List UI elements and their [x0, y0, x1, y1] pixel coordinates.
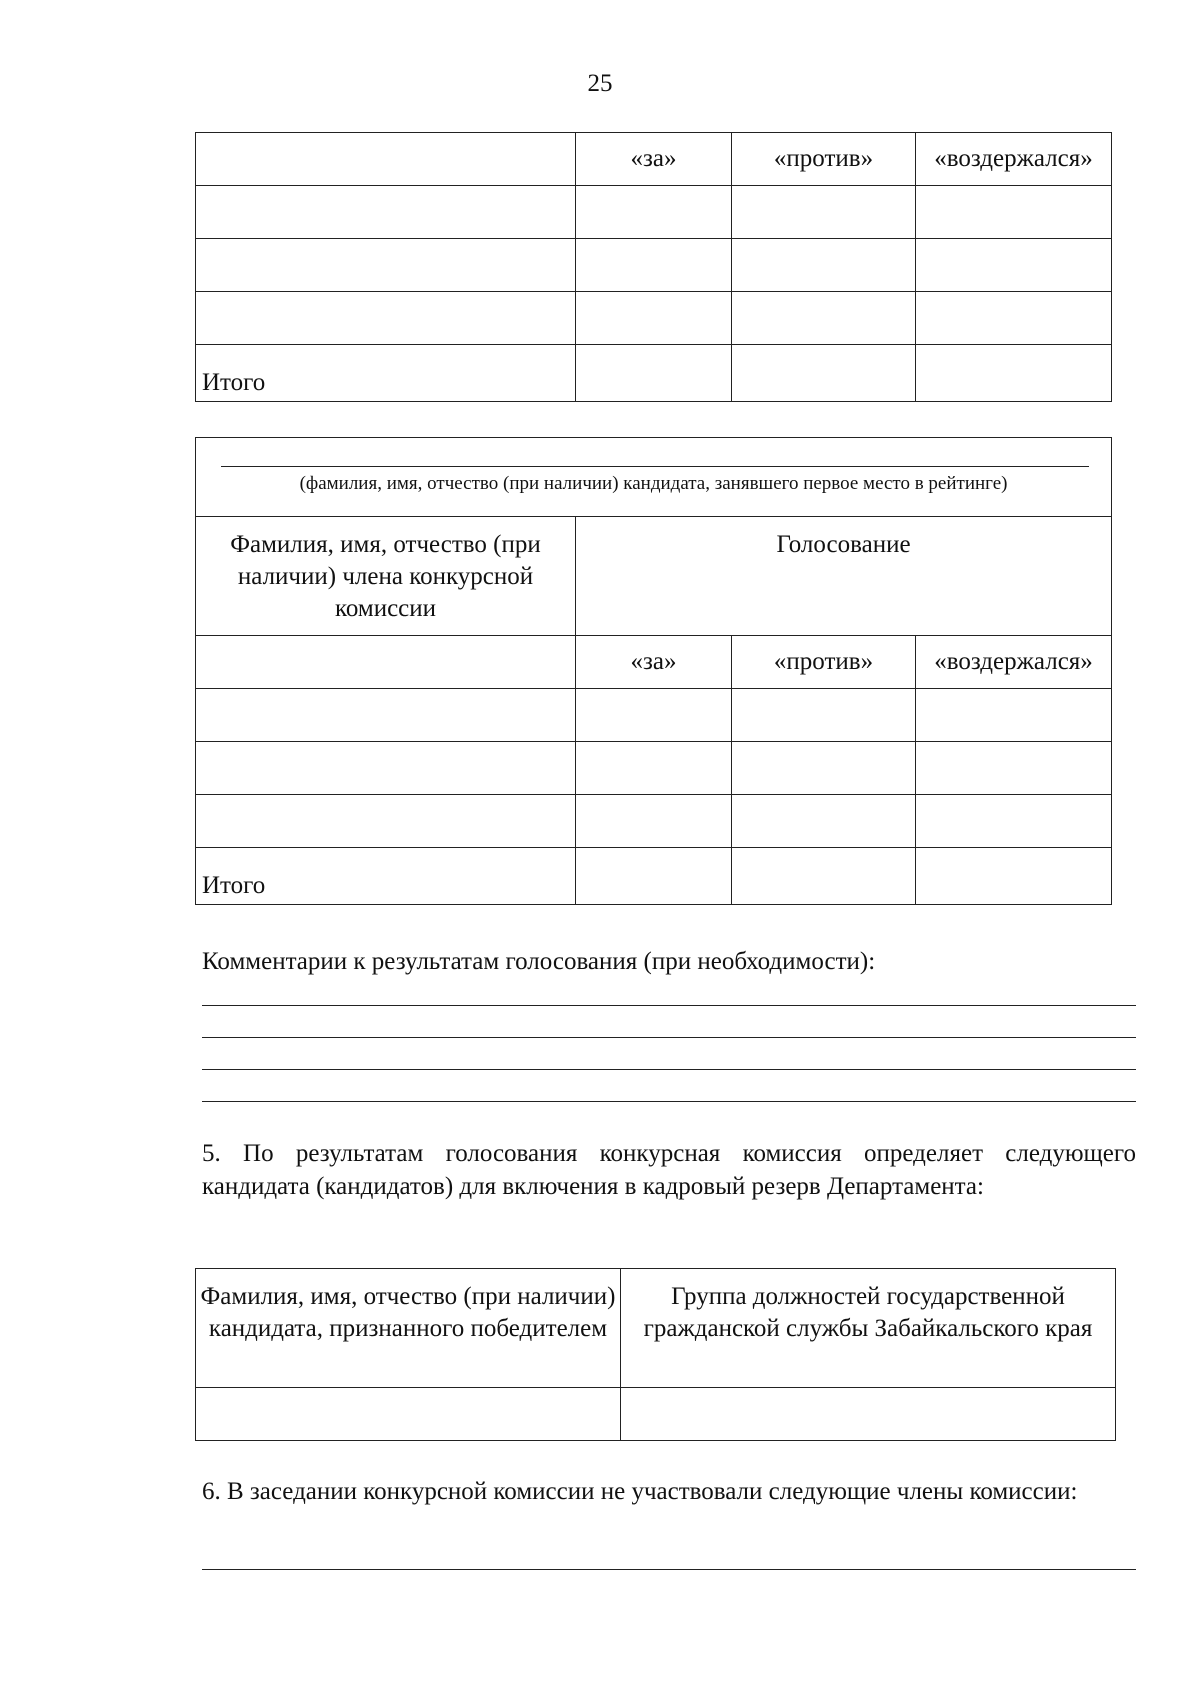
table-cell: [576, 689, 732, 742]
table-row: [196, 438, 1112, 517]
table-cell: [196, 689, 576, 742]
table-cell: [732, 795, 916, 848]
candidate-name-line: [221, 466, 1089, 467]
vote-abstain-header: «воздержался»: [916, 133, 1112, 186]
table-cell: [732, 689, 916, 742]
total-label: Итого: [196, 848, 576, 905]
table-cell: [916, 186, 1112, 239]
table-cell: [576, 292, 732, 345]
table-cell: [576, 795, 732, 848]
table-cell: [196, 636, 576, 689]
comment-line: [202, 1069, 1136, 1070]
winner-name-header: Фамилия, имя, отчество (при наличии) кандидата, признанного победителем: [196, 1269, 621, 1388]
table-cell: [916, 742, 1112, 795]
section-5-text: 5. По результатам голосования конкурсная комиссия определяет следующего кандидата (кандидатов) для включения в кадровый резерв Департамента:: [202, 1140, 1136, 1200]
table-row: [196, 517, 1112, 636]
table-cell: [916, 848, 1112, 905]
table-cell: [732, 239, 916, 292]
table-cell: [916, 345, 1112, 402]
table-row: [196, 689, 1112, 742]
winner-table: [195, 1268, 1116, 1441]
candidate-cell: [196, 438, 1112, 517]
vote-for-header: «за»: [576, 636, 732, 689]
table-cell: [196, 1388, 621, 1441]
page-number: 25: [587, 70, 613, 97]
table-cell: [196, 292, 576, 345]
table-row: [196, 186, 1112, 239]
table-cell: [916, 795, 1112, 848]
table-cell: [916, 689, 1112, 742]
table-row: [196, 292, 1112, 345]
voting-table-2: [195, 437, 1112, 905]
table-cell: [576, 345, 732, 402]
table-row: [196, 345, 1112, 402]
table-row: [196, 133, 1112, 186]
table-cell: [196, 742, 576, 795]
table-cell: [732, 186, 916, 239]
comment-line: [202, 1005, 1136, 1006]
table-cell: [916, 292, 1112, 345]
table-cell: [576, 742, 732, 795]
voting-header: Голосование: [576, 517, 1112, 636]
table-cell: [196, 186, 576, 239]
table-row: [196, 1388, 1116, 1441]
vote-against-header: «против»: [732, 636, 916, 689]
table-row: [196, 742, 1112, 795]
vote-against-header: «против»: [732, 133, 916, 186]
table-cell: [576, 239, 732, 292]
total-label: Итого: [196, 345, 576, 402]
table-row: [196, 1269, 1116, 1388]
table-cell: [576, 848, 732, 905]
table-cell: [732, 345, 916, 402]
comment-line: [202, 1037, 1136, 1038]
voting-table-1: [195, 132, 1112, 402]
table-cell: [732, 742, 916, 795]
table-cell: [576, 186, 732, 239]
section-6-text: 6. В заседании конкурсной комиссии не участвовали следующие члены комиссии:: [202, 1478, 1078, 1505]
table-row: [196, 795, 1112, 848]
table-row: [196, 636, 1112, 689]
table-row: [196, 239, 1112, 292]
table-cell: [732, 292, 916, 345]
vote-for-header: «за»: [576, 133, 732, 186]
position-group-header: Группа должностей государственной гражданской службы Забайкальского края: [621, 1269, 1116, 1388]
vote-abstain-header: «воздержался»: [916, 636, 1112, 689]
table-cell: [621, 1388, 1116, 1441]
table-cell: [196, 795, 576, 848]
table-row: [196, 848, 1112, 905]
table-cell: [916, 239, 1112, 292]
comment-line: [202, 1101, 1136, 1102]
comments-label: Комментарии к результатам голосования (при необходимости):: [202, 948, 876, 975]
absent-members-line: [202, 1569, 1136, 1570]
table-cell: [196, 239, 576, 292]
member-header: Фамилия, имя, отчество (при наличии) члена конкурсной комиссии: [196, 517, 576, 636]
table-cell: [732, 848, 916, 905]
candidate-caption: (фамилия, имя, отчество (при наличии) кандидата, занявшего первое место в рейтинге): [299, 473, 1008, 494]
table-cell: [196, 133, 576, 186]
